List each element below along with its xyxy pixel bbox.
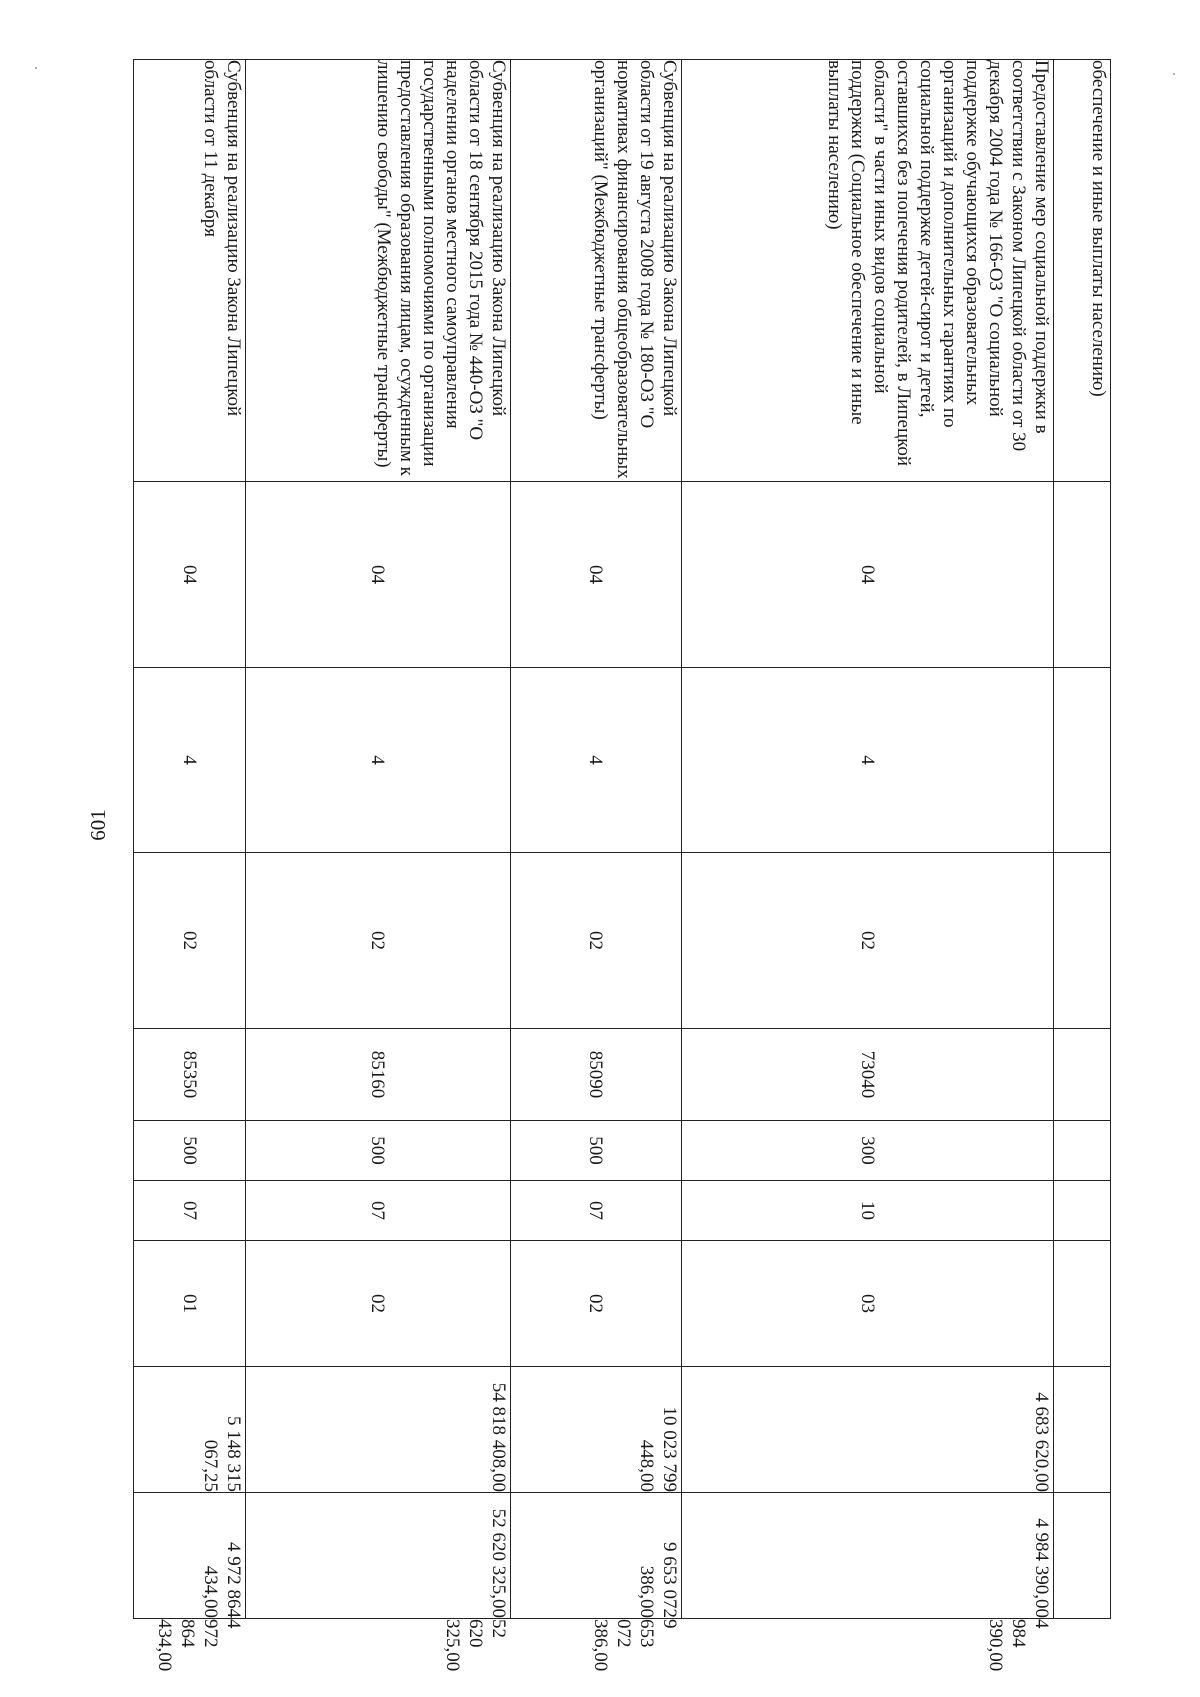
code-cell: 04 [246,482,511,668]
code-cell: 4 [134,668,246,853]
table-row: Предоставление мер социальной поддержки в соответствии с Законом Липецкой области от 30 декабря 2004 года № 166-ОЗ "О социальной поддержке обучающихся образовательных организаций и дополнительных гарантиях по социальной поддержке детей-сирот и детей, оставшихся без попечения родителей, в Липецкой области" в части иных видов социальной поддержки (Социальное обеспечение и иные выплаты населению) 04 4 02 73040 300 10 03 4 683 620,00 4 984 390,00 4 984 390,00 [682,60,1054,1619]
code-cell [1054,853,1111,1029]
amount-cell: 10 023 799 448,00 [511,1367,682,1493]
code-cell: 04 [134,482,246,668]
code-cell: 03 [682,1241,1054,1367]
code-cell: 02 [246,853,511,1029]
code-cell [1054,1181,1111,1241]
code-cell: 4 [511,668,682,853]
amount-cell [1054,1493,1111,1619]
code-cell [1054,1029,1111,1121]
code-cell: 500 [134,1121,246,1181]
code-cell: 07 [246,1181,511,1241]
amount-cell: 4 984 390,00 [682,1493,1054,1619]
code-cell: 73040 [682,1029,1054,1121]
code-cell: 02 [134,853,246,1029]
code-cell: 07 [134,1181,246,1241]
page-number: 601 [85,809,110,841]
row-description: обеспечение и иные выплаты населению) [1054,60,1111,482]
amount-cell: 4 683 620,00 [682,1367,1054,1493]
code-cell [1054,668,1111,853]
scan-speck [1173,73,1175,75]
code-cell: 4 [246,668,511,853]
code-cell: 500 [511,1121,682,1181]
row-description: Субвенция на реализацию Закона Липецкой области от 18 сентября 2015 года № 440-ОЗ "О наделении органов местного самоуправления государственными полномочиями по организации предоставления образования лицам, осужденным к лишению свободы" (Межбюджетные трансферты) [246,60,511,482]
row-description: Субвенция на реализацию Закона Липецкой области от 11 декабря [134,60,246,482]
rotated-table-container [134,59,1111,1672]
code-cell: 02 [682,853,1054,1029]
amount-cell: 9 653 072 386,00 [511,1493,682,1619]
code-cell: 02 [511,853,682,1029]
code-cell: 01 [134,1241,246,1367]
table-row: Субвенция на реализацию Закона Липецкой области от 11 декабря 04 4 02 85350 500 07 01 5 148 315 067,25 4 972 864 434,00 4 972 864 434,00 [134,60,246,1619]
code-cell: 500 [246,1121,511,1181]
amount-cell: 5 148 315 067,25 [134,1367,246,1493]
table-row: Субвенция на реализацию Закона Липецкой области от 18 сентября 2015 года № 440-ОЗ "О наделении органов местного самоуправления государственными полномочиями по организации предоставления образования лицам, осужденным к лишению свободы" (Межбюджетные трансферты) 04 4 02 85160 500 07 02 54 818 408,00 52 620 325,00 52 620 325,00 [246,60,511,1619]
code-cell: 10 [682,1181,1054,1241]
code-cell [1054,482,1111,668]
scan-speck [35,67,37,69]
code-cell: 4 [682,668,1054,853]
row-description: Субвенция на реализацию Закона Липецкой области от 19 августа 2008 года № 180-ОЗ "О нормативах финансирования общеобразовательных организаций" (Межбюджетные трансферты) [511,60,682,482]
code-cell: 300 [682,1121,1054,1181]
table-row: Субвенция на реализацию Закона Липецкой области от 19 августа 2008 года № 180-ОЗ "О нормативах финансирования общеобразовательных организаций" (Межбюджетные трансферты) 04 4 02 85090 500 07 02 10 023 799 448,00 9 653 072 386,00 9 653 072 386,00 [511,60,682,1619]
code-cell: 02 [511,1241,682,1367]
code-cell: 04 [682,482,1054,668]
code-cell: 02 [246,1241,511,1367]
code-cell: 85090 [511,1029,682,1121]
amount-cell: 4 972 864 434,00 [134,1493,246,1619]
amount-cell: 52 620 325,00 [246,1493,511,1619]
budget-table [133,59,1111,1672]
code-cell [1054,1241,1111,1367]
row-description: Предоставление мер социальной поддержки в соответствии с Законом Липецкой области от 30 декабря 2004 года № 166-ОЗ "О социальной поддержке обучающихся образовательных организаций и дополнительных гарантиях по социальной поддержке детей-сирот и детей, оставшихся без попечения родителей, в Липецкой области" в части иных видов социальной поддержки (Социальное обеспечение и иные выплаты населению) [682,60,1054,482]
code-cell: 04 [511,482,682,668]
amount-cell [1054,1367,1111,1493]
code-cell: 07 [511,1181,682,1241]
amount-cell: 54 818 408,00 [246,1367,511,1493]
code-cell: 85160 [246,1029,511,1121]
code-cell [1054,1121,1111,1181]
code-cell: 85350 [134,1029,246,1121]
table-row [1054,60,1111,1619]
